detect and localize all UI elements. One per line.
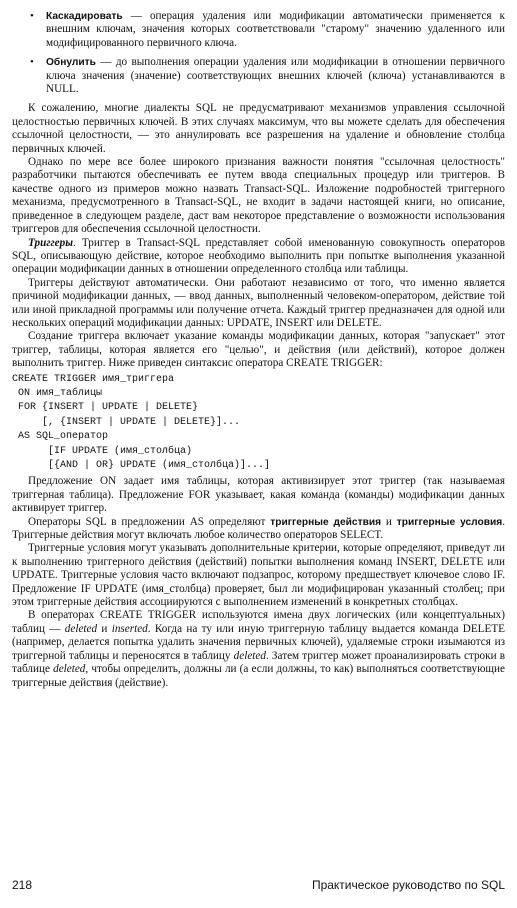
code-line: ON имя_таблицы	[12, 387, 103, 399]
bullet-icon: •	[30, 56, 34, 69]
referential-actions-list	[12, 10, 505, 96]
code-block-create-trigger	[12, 373, 505, 474]
paragraph: Триггеры действуют автоматически. Они работают независимо от того, что именно является причиной модификации данных, — ввод данных, выполненный человеком-оператором, действие той или иной прикладной программы или получение отчета. Каждый триггер предназначен для одной или нескольких операций модификации данных: UPDATE, INSERT или DELETE.	[12, 276, 505, 329]
code-line: FOR {INSERT | UPDATE | DELETE}	[12, 402, 199, 414]
term-triggers: Триггеры	[28, 236, 73, 249]
paragraph: В операторах CREATE TRIGGER используются имена двух логических (или концептуальных) таблиц — deleted и inserted. Когда на ту или иную триггерную таблицу выдается команда DELETE (например, делается попытка удалить значения первичных ключей), удаляемые строки изымаются из триггерной таблицы и переносятся в таблицу deleted. Затем триггер может проанализировать строки в таблице deleted, чтобы определить, должны ли (а если должны, то как) выполняться соответствующие триггерные действия (действие).	[12, 609, 506, 689]
paragraph: Создание триггера включает указание команды модификации данных, которая "запускает" этот триггер, таблицы, которая является его "целью", и действия (или действий), которое должен выполнить триггер. Ниже приведен синтаксис оператора CREATE TRIGGER:	[12, 330, 505, 370]
paragraph: К сожалению, многие диалекты SQL не предусматривают механизмов управления ссылочной целостностью первичных ключей. В этих случаях максимум, что вы можете сделать для обеспечения ссылочной целостности, — это аннулировать все разрешения на удаление и обновление столбца первичных ключей.	[12, 102, 505, 155]
list-item-term: Каскадировать	[46, 11, 123, 22]
paragraph: Однако по мере все более широкого признания важности понятия "ссылочная целостность" разработчики пытаются обеспечивать ее путем ввода специальных процедур или триггеров. В качестве одного из примеров можно назвать Transact-SQL. Изложение подробностей триггерного механизма, предусмотренного в Transact-SQL, не входит в задачи настоящей книги, но описание, приведенное в следующем разделе, даст вам некоторое представление о возможности использования триггеров для обеспечения ссылочной целостности.	[12, 156, 505, 236]
code-line: [, {INSERT | UPDATE | DELETE}]...	[12, 416, 241, 428]
list-item	[12, 56, 505, 96]
running-title: Практическое руководство по SQL	[311, 878, 505, 892]
list-item-text: — до выполнения операции удаления или модификации в отношении первичного ключа значения (значение) соответствующих внешних ключей (ключа) устанавливаются в NULL.	[46, 56, 505, 96]
list-item	[12, 10, 505, 50]
paragraph: Операторы SQL в предложении AS определяют триггерные действия и триггерные условия. Триггерные действия могут включать любое количество операторов SELECT.	[12, 515, 505, 542]
paragraph: Триггеры. Триггер в Transact-SQL представляет собой именованную совокупность операторов SQL, описывающую действие, которое необходимо выполнить при попытке выполнения указанной операции модификации данных в отношении определенного столбца или таблицы.	[12, 236, 505, 276]
term-trigger-actions: триггерные действия	[270, 516, 382, 528]
page-number: 218	[12, 878, 33, 892]
list-item-term: Обнулить	[46, 57, 96, 69]
code-line: CREATE TRIGGER имя_триггера	[12, 373, 175, 385]
table-name-deleted: deleted	[233, 649, 266, 662]
code-line: [{AND | OR} UPDATE (имя_столбца)]...]	[12, 460, 271, 471]
table-name-deleted: deleted	[64, 622, 98, 635]
term-trigger-conditions: триггерные условия	[396, 516, 503, 528]
paragraph: Предложение ON задает имя таблицы, которая активизирует этот триггер (так называемая триггерная таблица). Предложение FOR указывает, какая команда (команды) модификации данных активирует триггер.	[12, 475, 505, 515]
list-item-text: — операция удаления или модификации автоматически применяется к внешним ключам, значения которых соответствовали "старому" значению удаленного или модифицированного первичного ключа.	[46, 10, 505, 49]
table-name-inserted: inserted	[111, 622, 148, 635]
bullet-icon: •	[30, 10, 34, 22]
code-line: [IF UPDATE (имя_столбца)	[12, 445, 193, 457]
page-footer	[12, 878, 505, 892]
table-name-deleted: deleted	[53, 663, 86, 676]
code-line: AS SQL_оператор	[12, 431, 109, 443]
paragraph: Триггерные условия могут указывать дополнительные критерии, которые определяют, приведут ли к выполнению триггерного действия (действий) попытки выполнения команд INSERT, DELETE или UPDATE. Триггерные условия часто включают подзапрос, которому предшествует ключевое слово IF. Предложение IF UPDATE (имя_столбца) проверяет, был ли модифицирован указанный столбец; при этом триггерные действия ассоциируются с выполнением изменений в конкретных столбцах.	[12, 542, 505, 609]
